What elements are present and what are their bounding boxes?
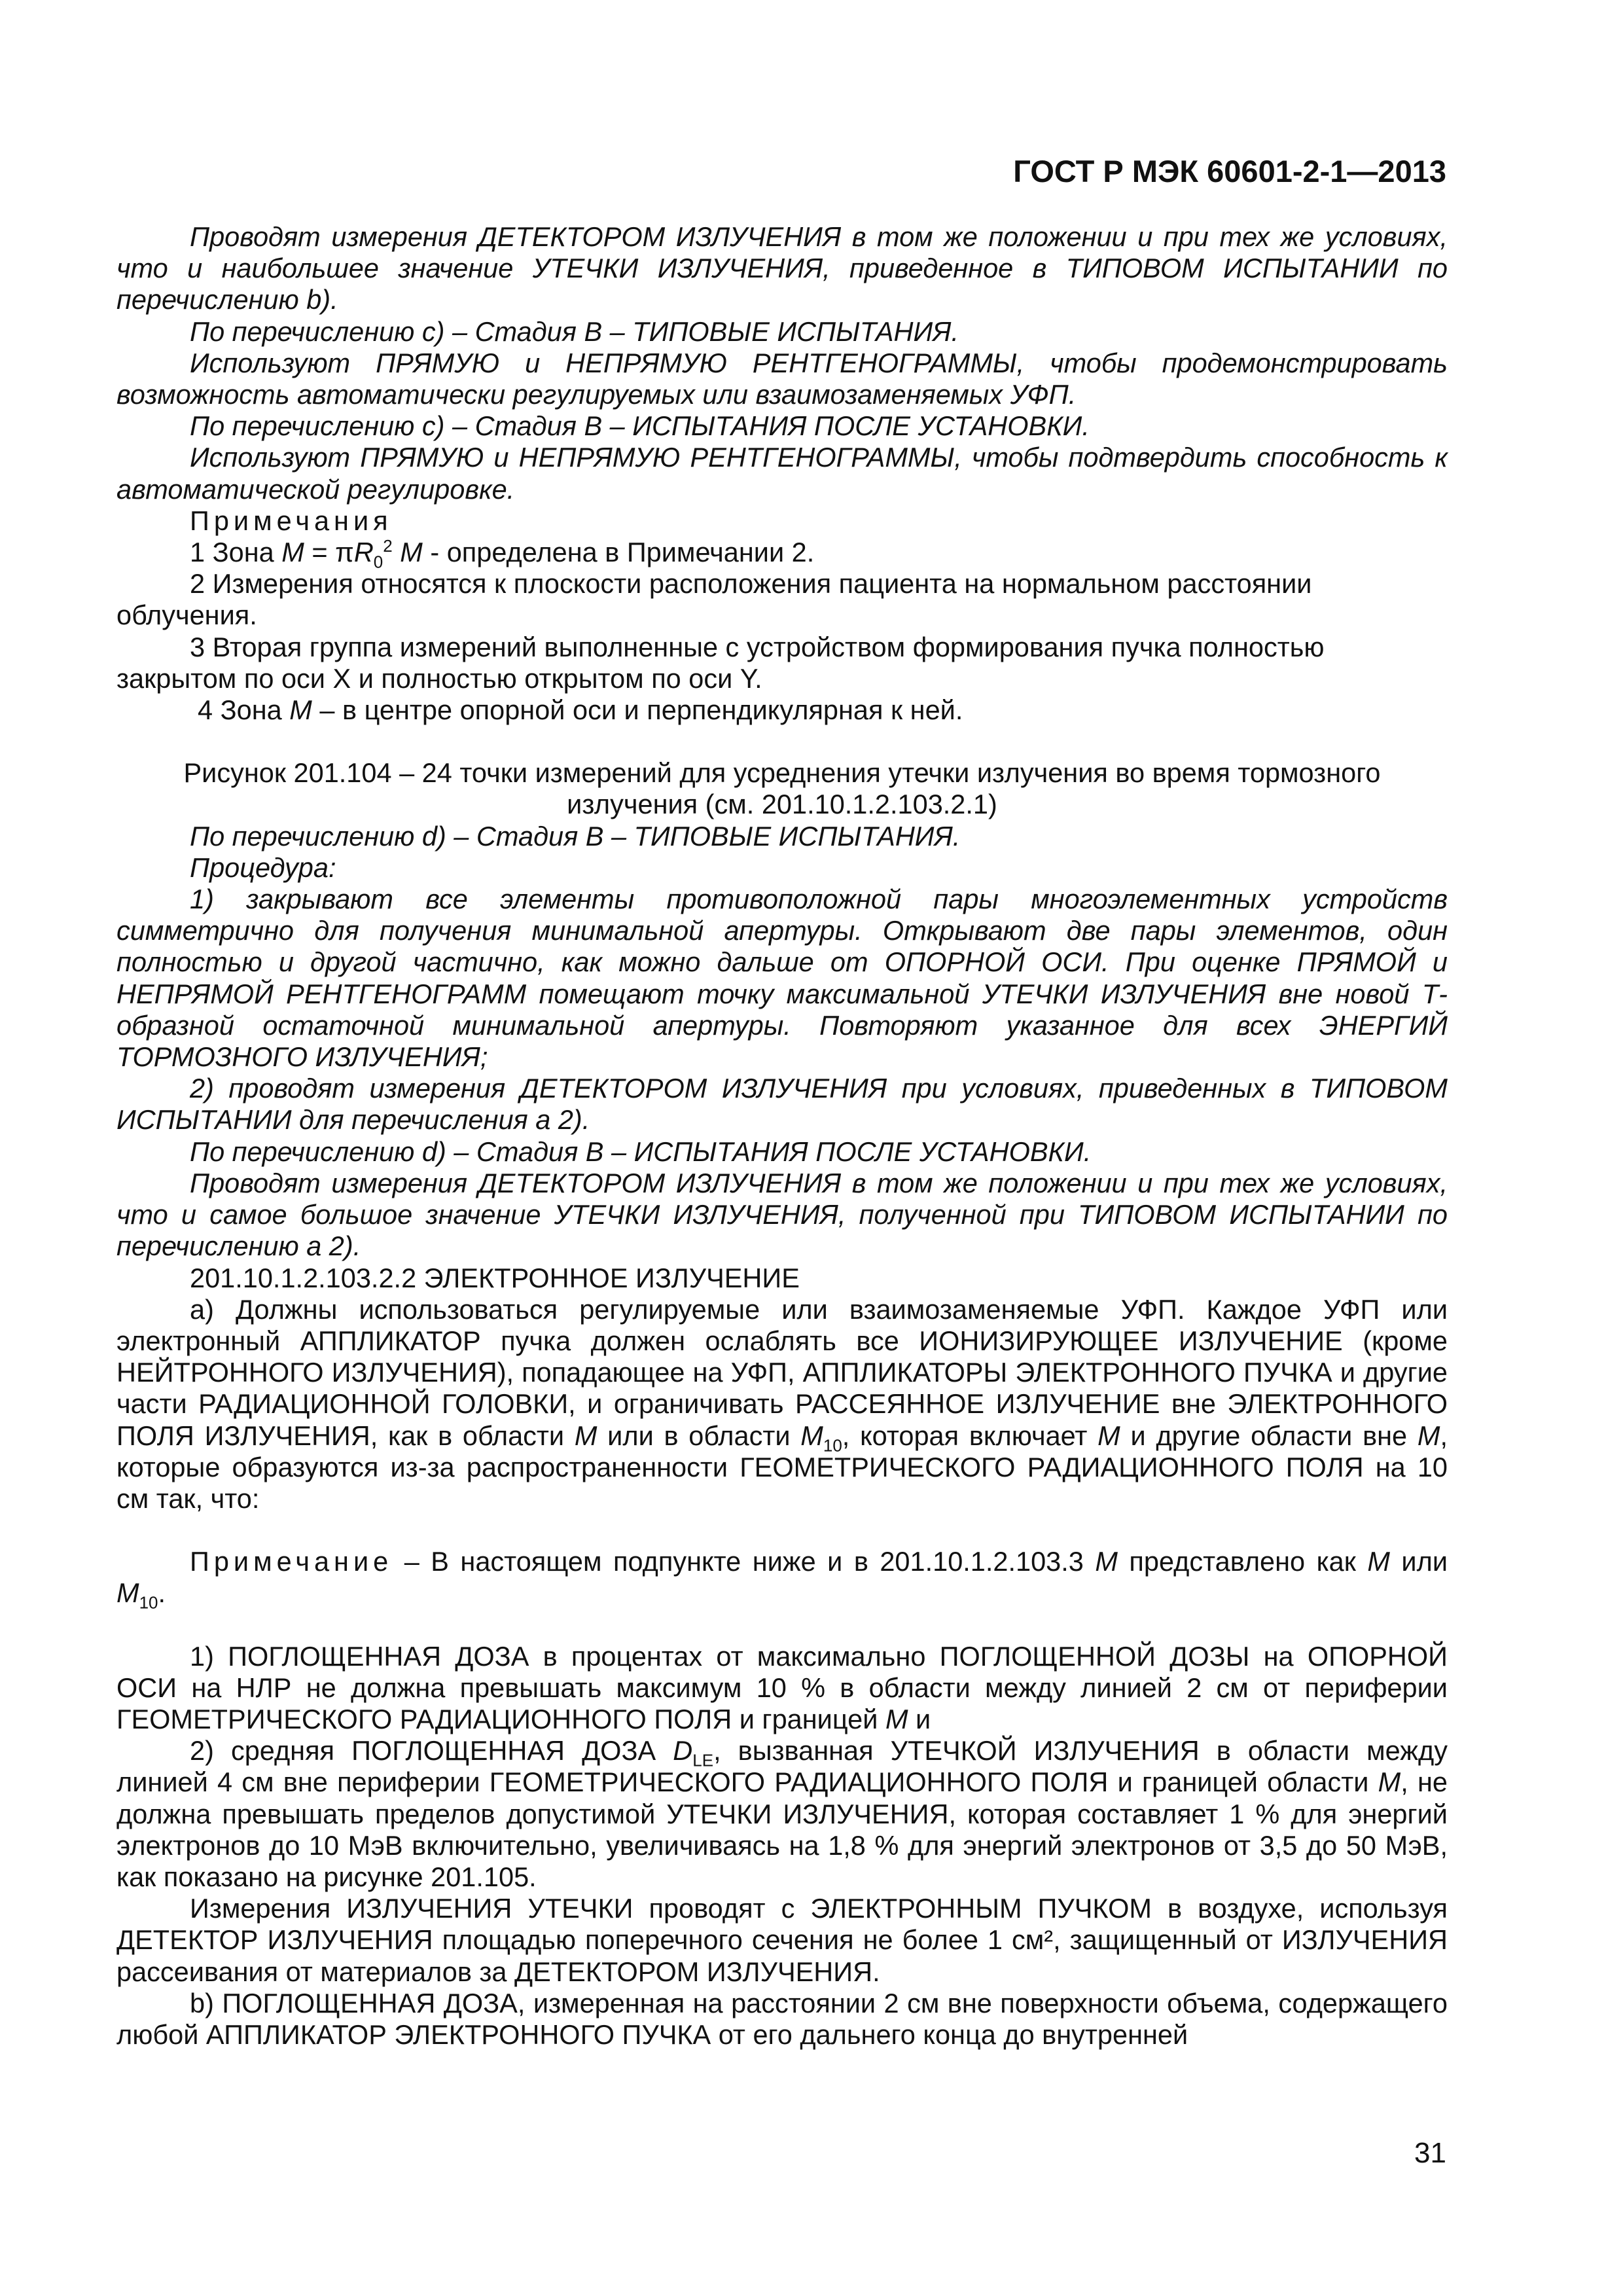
page-number: 31 bbox=[1414, 2137, 1446, 2169]
paragraph: По перечислению d) – Стадия В – ИСПЫТАНИЯ ПОСЛЕ УСТАНОВКИ. bbox=[190, 1136, 1092, 1167]
note-item: 1 Зона $М = \pi R_0^2$ М - определена в Примечании 2. bbox=[190, 536, 815, 572]
paragraph: По перечислению с) – Стадия В – ТИПОВЫЕ ИСПЫТАНИЯ. bbox=[190, 315, 959, 347]
paragraph: По перечислению с) – Стадия В – ИСПЫТАНИЯ ПОСЛЕ УСТАНОВКИ. bbox=[190, 410, 1090, 442]
paragraph: 2) проводят измерения ДЕТЕКТОРОМ ИЗЛУЧЕНИЯ при условиях, приведенных в ТИПОВОМ ИСПЫТАНИИ для перечисления а 2). bbox=[116, 1073, 1448, 1136]
paragraph: По перечислению d) – Стадия В – ТИПОВЫЕ ИСПЫТАНИЯ. bbox=[190, 820, 961, 852]
document-code-header: ГОСТ Р МЭК 60601-2-1—2013 bbox=[1013, 154, 1446, 188]
paragraph: Используют ПРЯМУЮ и НЕПРЯМУЮ РЕНТГЕНОГРАММЫ, чтобы продемонстрировать возможность автоматически регулируемых или взаимозаменяемых УФП. bbox=[116, 347, 1448, 410]
paragraph: Измерения ИЗЛУЧЕНИЯ УТЕЧКИ проводят с ЭЛЕКТРОННЫМ ПУЧКОМ в воздухе, используя ДЕТЕКТОР ИЗЛУЧЕНИЯ площадью поперечного сечения не более 1 см², защищенный от ИЗЛУЧЕНИЯ рассеивания от материалов за ДЕТЕКТОРОМ ИЗЛУЧЕНИЯ. bbox=[116, 1893, 1448, 1987]
notes-title: Примечания bbox=[190, 505, 393, 536]
paragraph: 2) средняя ПОГЛОЩЕННАЯ ДОЗА $D_{LE}$, вызванная УТЕЧКОЙ ИЗЛУЧЕНИЯ в области между линией 4 см вне периферии ГЕОМЕТРИЧЕСКОГО РАДИАЦИОННОГО ПОЛЯ и границей области М, не должна превышать пределов допустимой УТЕЧКИ ИЗЛУЧЕНИЯ, которая составляет 1 % для энергий электронов до 10 МэВ включительно, увеличиваясь на 1,8 % для энергий электронов от 3,5 до 50 МэВ, как показано на рисунке 201.105. bbox=[116, 1735, 1448, 1892]
paragraph: Процедура: bbox=[190, 852, 336, 883]
figure-caption: Рисунок 201.104 – 24 точки измерений для усреднения утечки излучения во время тормозного излучения (см. 201.10.1.2.103.2.1) bbox=[183, 757, 1381, 820]
paragraph: 1) закрывают все элементы противоположной пары многоэлементных устройств симметрично для получения минимальной апертуры. Открывают две пары элементов, один полностью и другой частично, как можно дальше от ОПОРНОЙ ОСИ. При оценке ПРЯМОЙ и НЕПРЯМОЙ РЕНТГЕНОГРАММ помещают точку максимальной УТЕЧКИ ИЗЛУЧЕНИЯ вне новой Т-образной остаточной минимальной апертуры. Повторяют указанное для всех ЭНЕРГИЙ ТОРМОЗНОГО ИЗЛУЧЕНИЯ; bbox=[116, 884, 1448, 1073]
note-item: 2 Измерения относятся к плоскости расположения пациента на нормальном расстоянии облучения. bbox=[116, 568, 1312, 631]
paragraph: Используют ПРЯМУЮ и НЕПРЯМУЮ РЕНТГЕНОГРАММЫ, чтобы подтвердить способность к автоматической регулировке. bbox=[116, 442, 1448, 505]
page-body bbox=[116, 221, 1448, 2051]
paragraph: Проводят измерения ДЕТЕКТОРОМ ИЗЛУЧЕНИЯ в том же положении и при тех же условиях, что и наибольшее значение УТЕЧКИ ИЗЛУЧЕНИЯ, приведенное в ТИПОВОМ ИСПЫТАНИИ по перечислению b). bbox=[116, 221, 1448, 315]
note-item: 4 Зона М – в центре опорной оси и перпендикулярная к ней. bbox=[198, 694, 963, 726]
section-heading: 201.10.1.2.103.2.2 ЭЛЕКТРОННОЕ ИЗЛУЧЕНИЕ bbox=[190, 1262, 800, 1293]
paragraph: 1) ПОГЛОЩЕННАЯ ДОЗА в процентах от максимально ПОГЛОЩЕННОЙ ДОЗЫ на ОПОРНОЙ ОСИ на НЛР не должна превышать максимум 10 % в области между линией 2 см от периферии ГЕОМЕТРИЧЕСКОГО РАДИАЦИОННОГО ПОЛЯ и границей М и bbox=[116, 1640, 1448, 1734]
paragraph: b) ПОГЛОЩЕННАЯ ДОЗА, измеренная на расстоянии 2 см вне поверхности объема, содержащего любой АППЛИКАТОР ЭЛЕКТРОННОГО ПУЧКА от его дальнего конца до внутренней bbox=[116, 1987, 1448, 2050]
note-item: 3 Вторая группа измерений выполненные с устройством формирования пучка полностью закрытом по оси X и полностью открытом по оси Y. bbox=[116, 631, 1325, 694]
paragraph: Проводят измерения ДЕТЕКТОРОМ ИЗЛУЧЕНИЯ в том же положении и при тех же условиях, что и самое большое значение УТЕЧКИ ИЗЛУЧЕНИЯ, полученной при ТИПОВОМ ИСПЫТАНИИ по перечислению а 2). bbox=[116, 1167, 1448, 1262]
note-paragraph: Примечание – В настоящем подпункте ниже и в 201.10.1.2.103.3 М представлено как М или $М_{10}$. bbox=[116, 1546, 1448, 1613]
paragraph: а) Должны использоваться регулируемые или взаимозаменяемые УФП. Каждое УФП или электронный АППЛИКАТОР пучка должен ослаблять все ИОНИЗИРУЮЩЕЕ ИЗЛУЧЕНИЕ (кроме НЕЙТРОННОГО ИЗЛУЧЕНИЯ), попадающее на УФП, АППЛИКАТОРЫ ЭЛЕКТРОННОГО ПУЧКА и другие части РАДИАЦИОННОЙ ГОЛОВКИ, и ограничивать РАССЕЯННОЕ ИЗЛУЧЕНИЕ вне ЭЛЕКТРОННОГО ПОЛЯ ИЗЛУЧЕНИЯ, как в области М или в области $М_{10}$, которая включает М и другие области вне М, которые образуются из-за распространенности ГЕОМЕТРИЧЕСКОГО РАДИАЦИОННОГО ПОЛЯ на 10 см так, что: bbox=[116, 1293, 1448, 1514]
